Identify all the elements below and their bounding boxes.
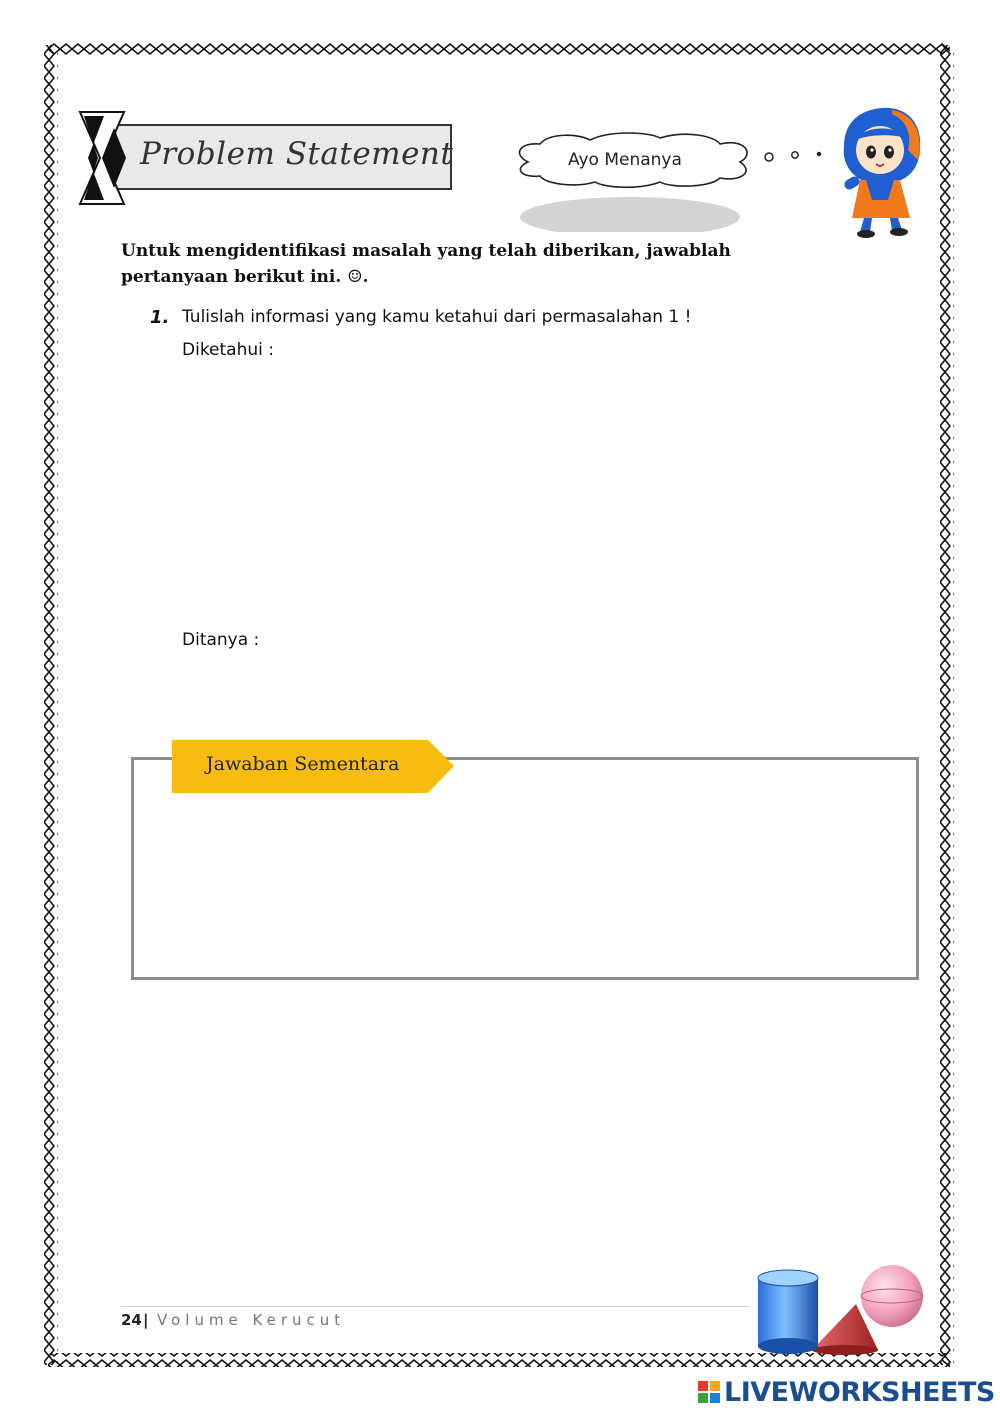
liveworksheets-logo-icon <box>698 1381 722 1405</box>
book-title: Volume Kerucut <box>157 1311 346 1329</box>
liveworksheets-watermark: LIVEWORKSHEETS <box>724 1377 995 1408</box>
cloud-label: Ayo Menanya <box>568 150 682 170</box>
footer-divider <box>121 1306 749 1307</box>
answer-tag-label: Jawaban Sementara <box>206 753 400 775</box>
section-title: Problem Statement <box>140 136 454 172</box>
girl-mascot-icon <box>836 104 928 240</box>
question-number: 1. <box>150 307 170 328</box>
known-label: Diketahui : <box>182 340 274 360</box>
question-text: Tulislah informasi yang kamu ketahui dari permasalahan 1 ! <box>182 307 692 327</box>
geometric-shapes-icon <box>752 1256 932 1356</box>
instruction-text: Untuk mengidentifikasi masalah yang telah diberikan, jawablah pertanyaan berikut ini. ☺. <box>121 241 731 287</box>
thought-cloud <box>510 132 830 232</box>
footer-separator: | <box>143 1311 149 1329</box>
asked-label: Ditanya : <box>182 630 260 650</box>
page-number: 24 <box>121 1311 142 1329</box>
